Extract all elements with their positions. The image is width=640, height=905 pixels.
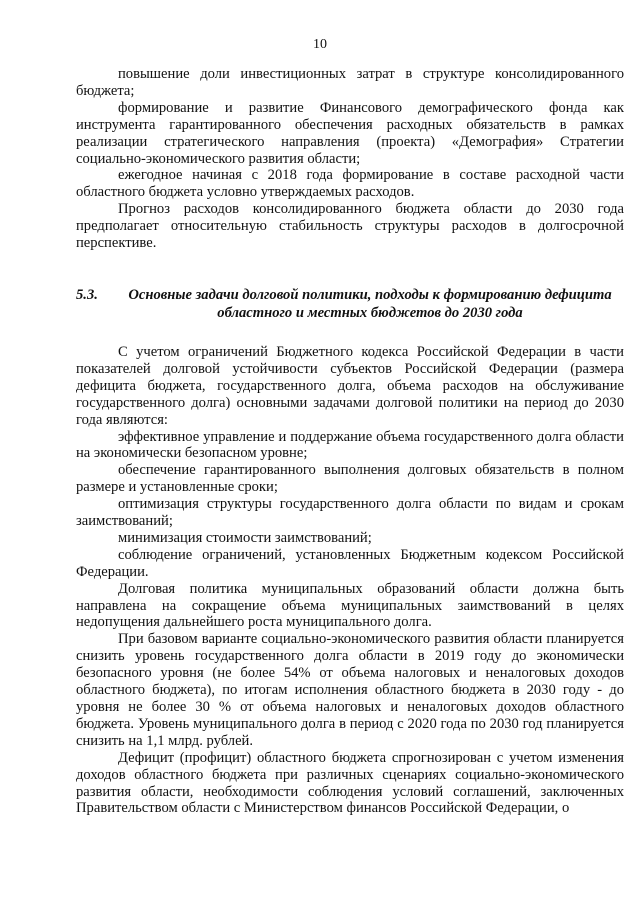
section-number: 5.3. — [76, 286, 98, 303]
page-number: 10 — [313, 37, 327, 52]
paragraph-municipal-debt-policy: Долговая политика муниципальных образований области должна быть направлена на сокращение объема муниципальных заимствований в целях недопущения дальнейшего роста муниципального долга. — [76, 580, 624, 631]
paragraph-investment-share: повышение доли инвестиционных затрат в структуре консолидированного бюджета; — [76, 66, 624, 99]
paragraph-deficit-forecast: Дефицит (профицит) областного бюджета спрогнозирован с учетом изменения доходов областного бюджета при различных сценариях социально-экономического развития области, необходимости соблюдения условий соглашений, заключенных Правительством области с Министерством финансов Российской Федерации, о — [76, 749, 624, 817]
spacer — [76, 252, 624, 286]
paragraph-debt-policy-intro: С учетом ограничений Бюджетного кодекса Российской Федерации в части показателей долговой устойчивости субъектов Российской Федерации (размера дефицита бюджета, государственного долга, объема расходов на обслуживание государственного долга) основными задачами долговой политики на период до 2030 года являются: — [76, 343, 624, 428]
paragraph-conditional-expenses: ежегодное начиная с 2018 года формирование в составе расходной части областного бюджета условно утверждаемых расходов. — [76, 167, 624, 201]
list-item-budget-code-limits: соблюдение ограничений, установленных Бюджетным кодексом Российской Федерации. — [76, 546, 624, 580]
list-item-guaranteed-fulfillment: обеспечение гарантированного выполнения долговых обязательств в полном размере и установленные сроки; — [76, 462, 624, 496]
section-heading — [76, 286, 624, 322]
section-title-line-1: Основные задачи долговой политики, подходы к формированию дефицита — [128, 286, 612, 303]
section-title-line-2: областного и местных бюджетов до 2030 года — [217, 304, 523, 321]
list-item-debt-structure: оптимизация структуры государственного долга области по видам и срокам заимствований; — [76, 496, 624, 530]
paragraph-base-scenario: При базовом варианте социально-экономического развития области планируется снизить уровень государственного долга области в 2019 году до экономически безопасного уровня (не более 54% от объема налоговых и неналоговых доходов областного бюджета), по итогам исполнения областного бюджета в 2030 году - до уровня не более 30 % от объема налоговых и неналоговых доходов областного бюджета. Уровень муниципального долга в период с 2020 года по 2030 год планируется снизить на 1,1 млрд. рублей. — [76, 631, 624, 749]
paragraph-expense-forecast: Прогноз расходов консолидированного бюджета области до 2030 года предполагает относительную стабильность структуры расходов в долгосрочной перспективе. — [76, 201, 624, 252]
list-item-effective-management: эффективное управление и поддержание объема государственного долга области на экономически безопасном уровне; — [76, 428, 624, 462]
list-item-borrowing-cost: минимизация стоимости заимствований; — [118, 529, 372, 546]
spacer — [76, 322, 624, 344]
page-body — [76, 66, 624, 817]
paragraph-demographic-fund: формирование и развитие Финансового демографического фонда как инструмента гарантированного обеспечения расходных обязательств в рамках реализации стратегического направления (проекта) «Демография» Стратегии социально-экономического развития области; — [76, 99, 624, 167]
